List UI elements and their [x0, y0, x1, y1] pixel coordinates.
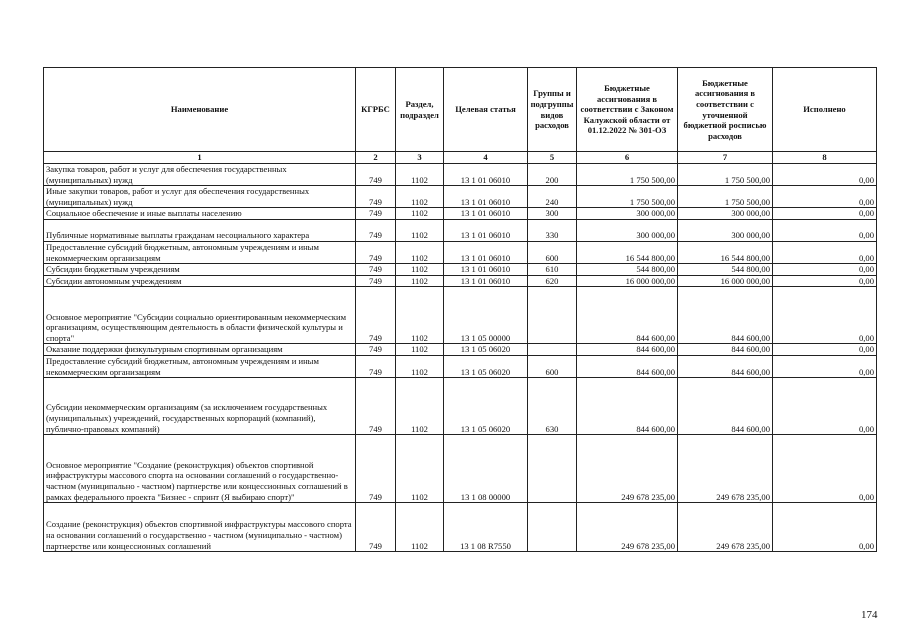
row-section: 1102 — [396, 275, 444, 287]
row-name: Субсидии автономным учреждениям — [44, 275, 356, 287]
row-refined-allocation: 544 800,00 — [678, 264, 773, 276]
table-row — [44, 208, 877, 220]
row-kgrbs: 749 — [356, 164, 396, 186]
table-row — [44, 164, 877, 186]
row-law-allocation: 249 678 235,00 — [577, 435, 678, 503]
row-target: 13 1 01 06010 — [444, 241, 528, 263]
row-name: Предоставление субсидий бюджетным, автономным учреждениям и иным некоммерческим организациям — [44, 241, 356, 263]
row-name: Оказание поддержки физкультурным спортивным организациям — [44, 344, 356, 356]
row-name: Публичные нормативные выплаты гражданам несоциального характера — [44, 219, 356, 241]
row-law-allocation: 844 600,00 — [577, 287, 678, 344]
row-refined-allocation: 300 000,00 — [678, 219, 773, 241]
column-number: 3 — [396, 152, 444, 164]
row-target: 13 1 01 06010 — [444, 264, 528, 276]
header-row — [44, 68, 877, 152]
column-number: 8 — [773, 152, 877, 164]
table-row — [44, 503, 877, 552]
row-refined-allocation: 1 750 500,00 — [678, 164, 773, 186]
header-target: Целевая статья — [444, 68, 528, 152]
row-target: 13 1 01 06010 — [444, 275, 528, 287]
row-refined-allocation: 844 600,00 — [678, 378, 773, 435]
row-law-allocation: 249 678 235,00 — [577, 503, 678, 552]
table-row — [44, 275, 877, 287]
row-kgrbs: 749 — [356, 275, 396, 287]
row-executed: 0,00 — [773, 219, 877, 241]
row-refined-allocation: 16 000 000,00 — [678, 275, 773, 287]
table-row — [44, 186, 877, 208]
table-row — [44, 435, 877, 503]
row-executed: 0,00 — [773, 287, 877, 344]
column-number-row — [44, 152, 877, 164]
row-executed: 0,00 — [773, 378, 877, 435]
row-refined-allocation: 844 600,00 — [678, 344, 773, 356]
row-target: 13 1 08 R7550 — [444, 503, 528, 552]
row-law-allocation: 16 544 800,00 — [577, 241, 678, 263]
row-group: 610 — [528, 264, 577, 276]
row-law-allocation: 1 750 500,00 — [577, 164, 678, 186]
table-row — [44, 264, 877, 276]
row-kgrbs: 749 — [356, 287, 396, 344]
row-group: 300 — [528, 208, 577, 220]
row-law-allocation: 844 600,00 — [577, 344, 678, 356]
column-number: 6 — [577, 152, 678, 164]
column-number: 4 — [444, 152, 528, 164]
table-row — [44, 378, 877, 435]
row-section: 1102 — [396, 287, 444, 344]
row-executed: 0,00 — [773, 344, 877, 356]
row-law-allocation: 300 000,00 — [577, 208, 678, 220]
row-target: 13 1 05 06020 — [444, 378, 528, 435]
table-row — [44, 287, 877, 344]
row-kgrbs: 749 — [356, 344, 396, 356]
row-group: 200 — [528, 164, 577, 186]
row-kgrbs: 749 — [356, 435, 396, 503]
row-refined-allocation: 300 000,00 — [678, 208, 773, 220]
row-section: 1102 — [396, 435, 444, 503]
row-section: 1102 — [396, 208, 444, 220]
row-section: 1102 — [396, 264, 444, 276]
row-section: 1102 — [396, 186, 444, 208]
row-target: 13 1 01 06010 — [444, 219, 528, 241]
row-kgrbs: 749 — [356, 208, 396, 220]
column-number: 2 — [356, 152, 396, 164]
row-section: 1102 — [396, 241, 444, 263]
row-law-allocation: 16 000 000,00 — [577, 275, 678, 287]
table-row — [44, 241, 877, 263]
row-target: 13 1 05 06020 — [444, 355, 528, 377]
budget-table — [43, 67, 877, 552]
row-executed: 0,00 — [773, 503, 877, 552]
row-name: Основное мероприятие "Создание (реконструкция) объектов спортивной инфраструктуры массового спорта на основании соглашений о государственно-частном (муниципально - частном) партнерстве или концессионных соглашений в рамках федерального проекта "Бизнес - спринт (Я выбираю спорт)" — [44, 435, 356, 503]
row-kgrbs: 749 — [356, 186, 396, 208]
row-name: Иные закупки товаров, работ и услуг для обеспечения государственных (муниципальных) нужд — [44, 186, 356, 208]
row-group — [528, 435, 577, 503]
row-refined-allocation: 249 678 235,00 — [678, 503, 773, 552]
row-target: 13 1 01 06010 — [444, 208, 528, 220]
row-group: 330 — [528, 219, 577, 241]
row-kgrbs: 749 — [356, 503, 396, 552]
row-section: 1102 — [396, 219, 444, 241]
row-section: 1102 — [396, 355, 444, 377]
row-name: Закупка товаров, работ и услуг для обеспечения государственных (муниципальных) нужд — [44, 164, 356, 186]
row-section: 1102 — [396, 378, 444, 435]
row-target: 13 1 01 06010 — [444, 186, 528, 208]
header-executed: Исполнено — [773, 68, 877, 152]
row-executed: 0,00 — [773, 208, 877, 220]
table-row — [44, 344, 877, 356]
row-group: 600 — [528, 241, 577, 263]
row-section: 1102 — [396, 344, 444, 356]
row-law-allocation: 544 800,00 — [577, 264, 678, 276]
row-name: Социальное обеспечение и иные выплаты населению — [44, 208, 356, 220]
header-refined-allocation: Бюджетные ассигнования в соответствии с уточненной бюджетной росписью расходов — [678, 68, 773, 152]
row-executed: 0,00 — [773, 264, 877, 276]
row-name: Субсидии некоммерческим организациям (за исключением государственных (муниципальных) учреждений, государственных корпораций (компаний), публично-правовых компаний) — [44, 378, 356, 435]
row-section: 1102 — [396, 503, 444, 552]
table-body — [44, 164, 877, 552]
header-group: Группы и подгруппы видов расходов — [528, 68, 577, 152]
row-target: 13 1 05 00000 — [444, 287, 528, 344]
table-row — [44, 219, 877, 241]
row-law-allocation: 844 600,00 — [577, 355, 678, 377]
row-law-allocation: 1 750 500,00 — [577, 186, 678, 208]
header-section: Раздел, подраздел — [396, 68, 444, 152]
row-kgrbs: 749 — [356, 355, 396, 377]
header-law-allocation: Бюджетные ассигнования в соответствии с Законом Калужской области от 01.12.2022 № 301-ОЗ — [577, 68, 678, 152]
row-refined-allocation: 844 600,00 — [678, 355, 773, 377]
row-group: 620 — [528, 275, 577, 287]
row-group — [528, 503, 577, 552]
row-target: 13 1 08 00000 — [444, 435, 528, 503]
row-law-allocation: 300 000,00 — [577, 219, 678, 241]
row-name: Субсидии бюджетным учреждениям — [44, 264, 356, 276]
row-law-allocation: 844 600,00 — [577, 378, 678, 435]
row-group — [528, 287, 577, 344]
row-group: 630 — [528, 378, 577, 435]
row-name: Предоставление субсидий бюджетным, автономным учреждениям и иным некоммерческим организациям — [44, 355, 356, 377]
row-kgrbs: 749 — [356, 219, 396, 241]
column-number: 5 — [528, 152, 577, 164]
row-kgrbs: 749 — [356, 264, 396, 276]
column-number: 7 — [678, 152, 773, 164]
row-group: 240 — [528, 186, 577, 208]
row-group: 600 — [528, 355, 577, 377]
row-kgrbs: 749 — [356, 378, 396, 435]
row-executed: 0,00 — [773, 164, 877, 186]
row-executed: 0,00 — [773, 186, 877, 208]
row-target: 13 1 05 06020 — [444, 344, 528, 356]
row-executed: 0,00 — [773, 275, 877, 287]
row-section: 1102 — [396, 164, 444, 186]
row-group — [528, 344, 577, 356]
table-row — [44, 355, 877, 377]
header-kgrbs: КГРБС — [356, 68, 396, 152]
row-refined-allocation: 1 750 500,00 — [678, 186, 773, 208]
row-executed: 0,00 — [773, 355, 877, 377]
header-name: Наименование — [44, 68, 356, 152]
row-kgrbs: 749 — [356, 241, 396, 263]
page-number: 174 — [861, 609, 878, 621]
row-refined-allocation: 16 544 800,00 — [678, 241, 773, 263]
row-refined-allocation: 249 678 235,00 — [678, 435, 773, 503]
row-executed: 0,00 — [773, 241, 877, 263]
row-refined-allocation: 844 600,00 — [678, 287, 773, 344]
row-executed: 0,00 — [773, 435, 877, 503]
row-target: 13 1 01 06010 — [444, 164, 528, 186]
column-number: 1 — [44, 152, 356, 164]
row-name: Основное мероприятие "Субсидии социально ориентированным некоммерческим организациям, осуществляющим деятельность в области физической культуры и спорта" — [44, 287, 356, 344]
row-name: Создание (реконструкция) объектов спортивной инфраструктуры массового спорта на основании соглашений о государственно - частном (муниципально - частном) партнерстве или концессионных соглашений — [44, 503, 356, 552]
